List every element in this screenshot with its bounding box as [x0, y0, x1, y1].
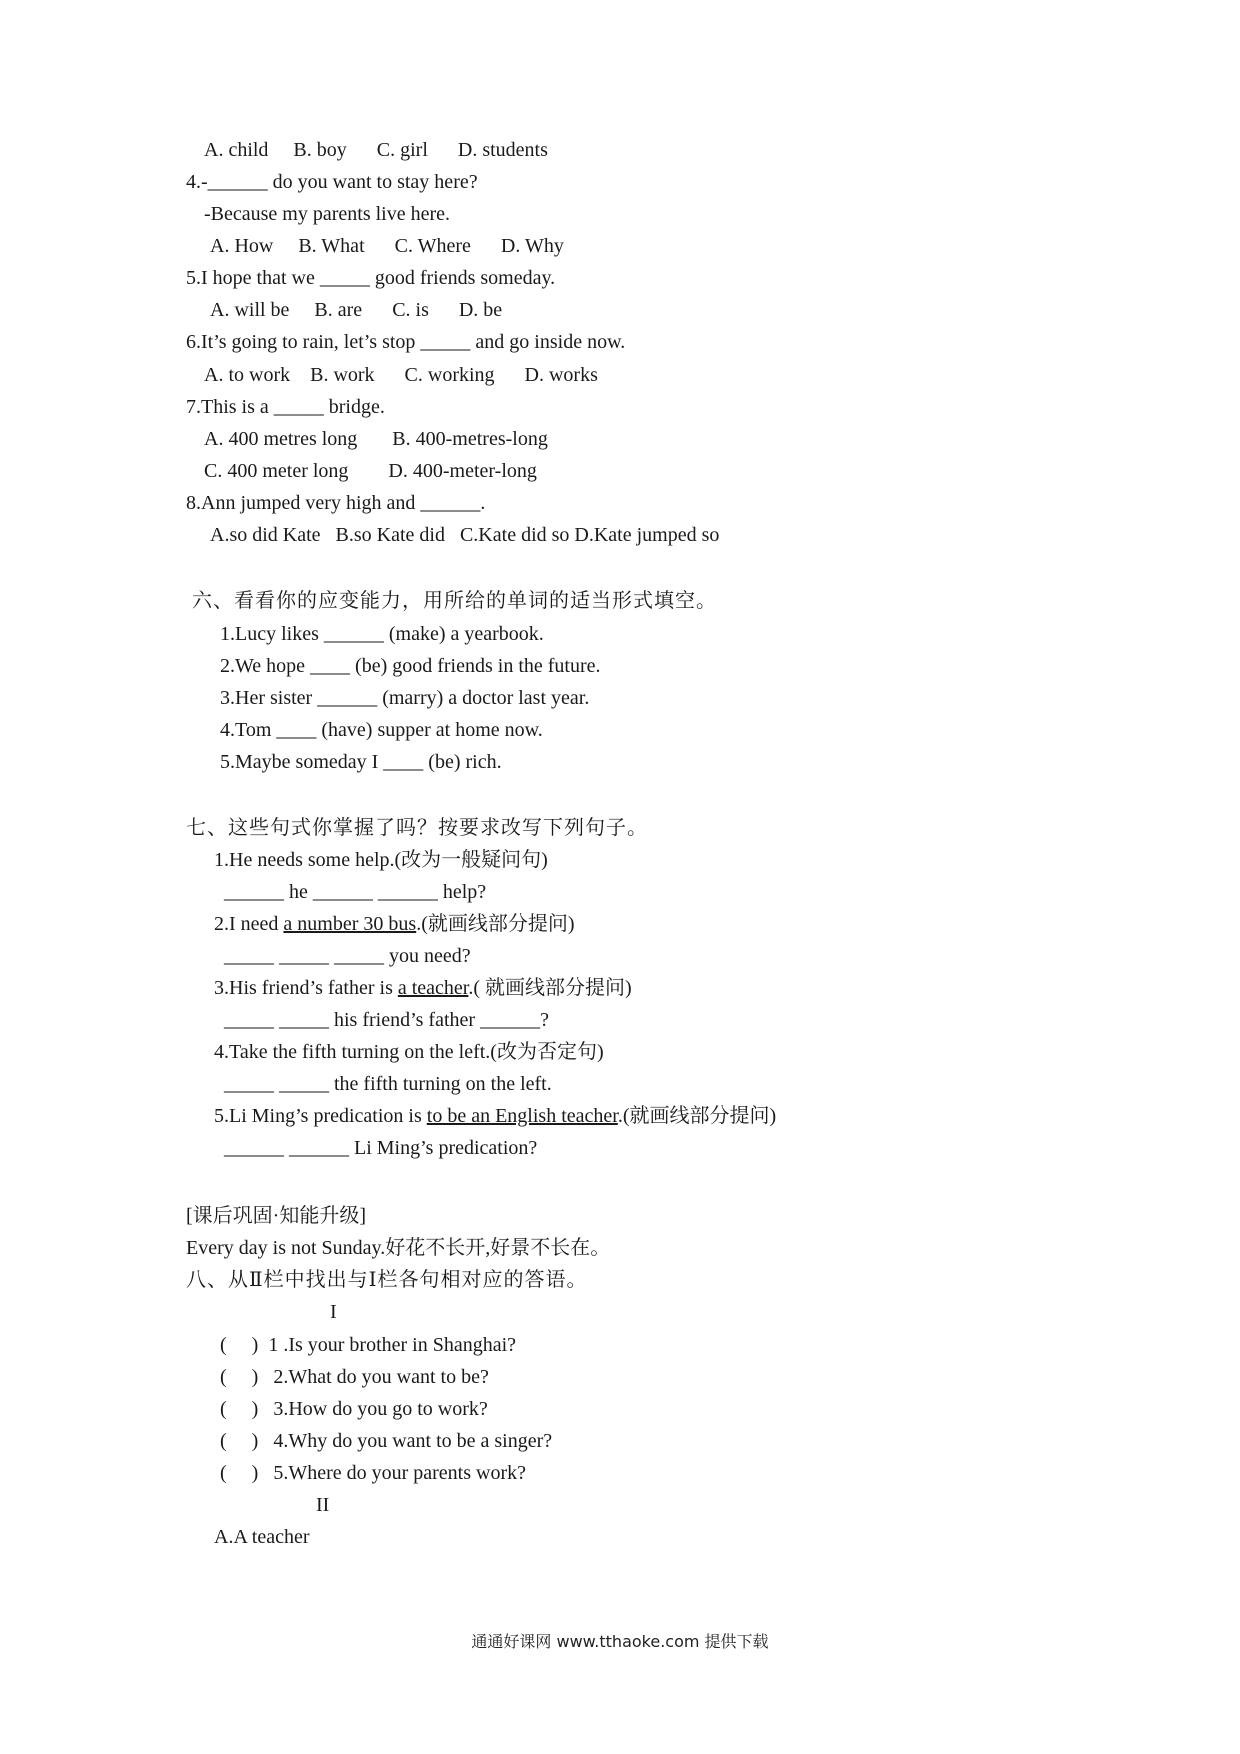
section7-q2-answer: _____ _____ _____ you need? — [224, 945, 471, 967]
matching-item: ( ) 4.Why do you want to be a singer? — [220, 1430, 553, 1452]
section7-title: 七、这些句式你掌握了吗？按要求改写下列句子。 — [186, 817, 648, 839]
section7-q4: 4.Take the fifth turning on the left.(改为否定句) — [214, 1041, 604, 1063]
q7-options-cd: C. 400 meter long D. 400-meter-long — [204, 460, 537, 482]
section6-item: 4.Tom ____ (have) supper at home now. — [220, 719, 543, 741]
section7-q2-pre: 2.I need — [214, 913, 284, 935]
answer-a: A.A teacher — [214, 1526, 310, 1548]
column-two-label: II — [316, 1494, 330, 1516]
q3-options: A. child B. boy C. girl D. students — [204, 139, 548, 161]
section8-title: 八、从Ⅱ栏中找出与Ⅰ栏各句相对应的答语。 — [186, 1269, 588, 1291]
q8-options: A.so did Kate B.so Kate did C.Kate did so D.Kate jumped so — [210, 524, 720, 546]
footer-credit: 通通好课网 www.tthaoke.com 提供下载 — [471, 1632, 769, 1651]
q4-question: 4.-______ do you want to stay here? — [186, 171, 478, 193]
section7-q1: 1.He needs some help.(改为一般疑问句) — [214, 849, 548, 871]
column-one-label: I — [330, 1301, 337, 1323]
section7-q5-answer: ______ ______ Li Ming’s predication? — [224, 1137, 538, 1159]
q5-question: 5.I hope that we _____ good friends someday. — [186, 267, 556, 289]
q6-options: A. to work B. work C. working D. works — [204, 364, 598, 386]
section7-q2-underlined: a number 30 bus — [283, 913, 417, 935]
section6-title: 六、看看你的应变能力，用所给的单词的适当形式填空。 — [192, 590, 717, 612]
section7-q3-answer: _____ _____ his friend’s father ______? — [224, 1009, 549, 1031]
section7-q5-post: .(就画线部分提问) — [617, 1105, 777, 1127]
section7-q3-post: .( 就画线部分提问) — [468, 977, 632, 999]
matching-item: ( ) 3.How do you go to work? — [220, 1398, 488, 1420]
section7-q3-pre: 3.His friend’s father is — [214, 977, 398, 999]
section7-q3 — [214, 976, 632, 1000]
q7-options-ab: A. 400 metres long B. 400-metres-long — [204, 428, 548, 450]
section6-item: 5.Maybe someday I ____ (be) rich. — [220, 751, 502, 773]
section6-item: 1.Lucy likes ______ (make) a yearbook. — [220, 623, 544, 645]
q4-options: A. How B. What C. Where D. Why — [210, 235, 564, 257]
section6-item: 3.Her sister ______ (marry) a doctor last year. — [220, 687, 590, 709]
section7-q5-pre: 5.Li Ming’s predication is — [214, 1105, 427, 1127]
q6-question: 6.It’s going to rain, let’s stop _____ and go inside now. — [186, 331, 626, 353]
proverb: Every day is not Sunday.好花不长开,好景不长在。 — [186, 1237, 611, 1259]
section7-q3-underlined: a teacher — [397, 977, 469, 999]
q5-options: A. will be B. are C. is D. be — [210, 299, 503, 321]
section7-q5-underlined: to be an English teacher — [426, 1105, 618, 1127]
section7-q5 — [214, 1104, 776, 1128]
q4-answer: -Because my parents live here. — [204, 203, 451, 225]
matching-item: ( ) 2.What do you want to be? — [220, 1366, 489, 1388]
section7-q2-post: .(就画线部分提问) — [416, 913, 575, 935]
matching-item: ( ) 1 .Is your brother in Shanghai? — [220, 1334, 517, 1356]
matching-item: ( ) 5.Where do your parents work? — [220, 1462, 527, 1484]
q7-question: 7.This is a _____ bridge. — [186, 396, 385, 418]
section7-q2 — [214, 912, 575, 936]
q8-question: 8.Ann jumped very high and ______. — [186, 492, 486, 514]
section7-q4-answer: _____ _____ the fifth turning on the left. — [224, 1073, 552, 1095]
section6-item: 2.We hope ____ (be) good friends in the future. — [220, 655, 601, 677]
consolidation-header: [课后巩固·知能升级] — [186, 1205, 366, 1227]
section7-q1-answer: ______ he ______ ______ help? — [224, 881, 487, 903]
